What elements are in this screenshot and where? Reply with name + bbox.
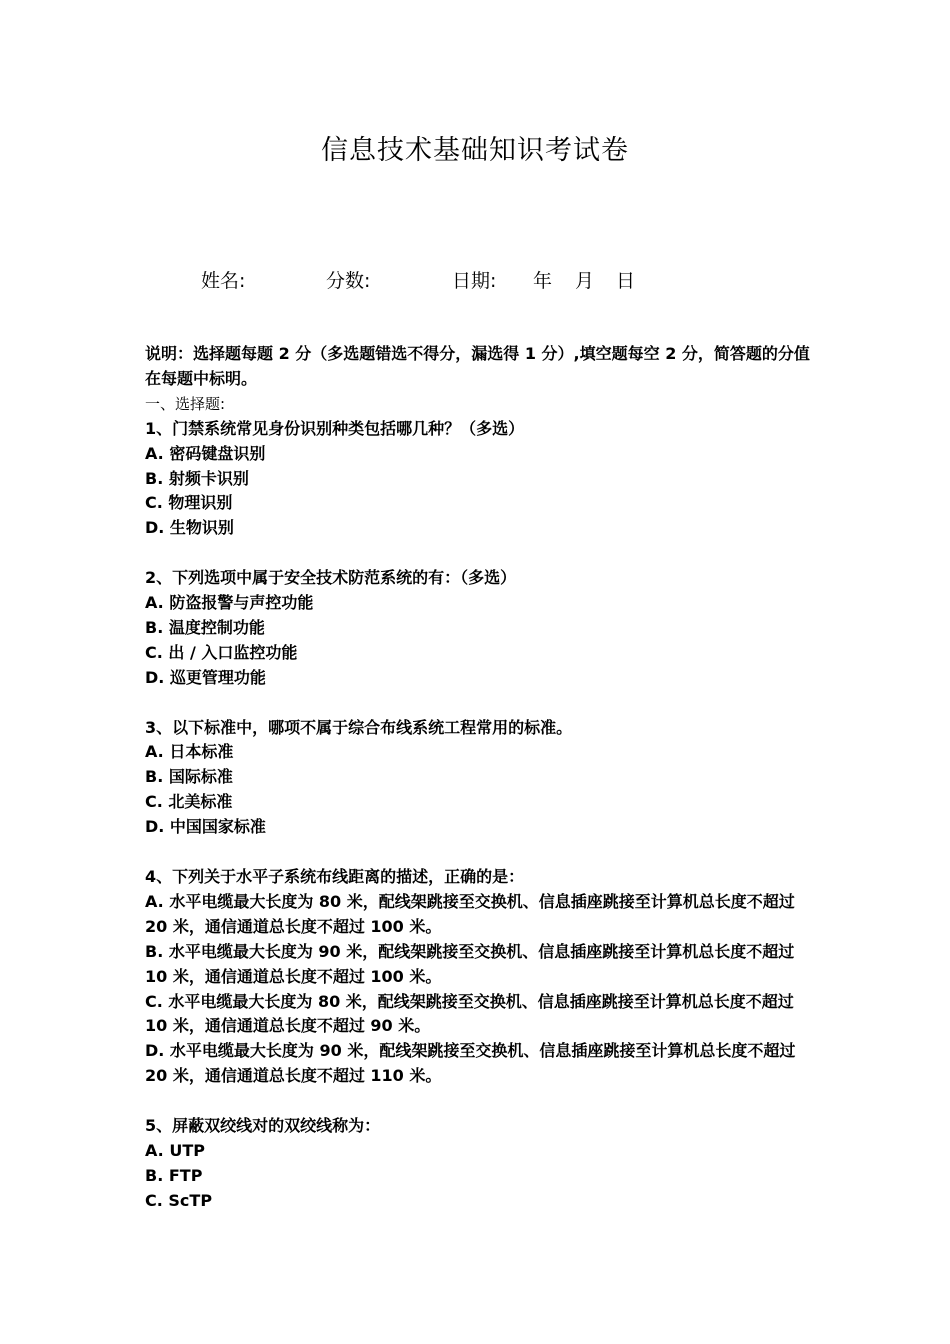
option-item: A. 密码键盘识别 (145, 443, 266, 463)
date-day-label: 日 (616, 270, 636, 292)
question-text: 2、下列选项中属于安全技术防范系统的有：（多选） (145, 568, 517, 588)
option-item: C. 物理识别 (145, 493, 233, 513)
question-text: 5、屏蔽双绞线对的双绞线称为： (145, 1116, 381, 1136)
option-item: D. 中国国家标准 (145, 817, 266, 837)
option-item: B. FTP (145, 1165, 203, 1185)
date-label: 日期: (452, 270, 497, 292)
score-label: 分数: (326, 270, 371, 292)
option-item: B. 水平电缆最大长度为 90 米，配线架跳接至交换机、信息插座跳接至计算机总长度不超过 10 米，通信通道总长度不超过 100 米。 (145, 941, 795, 986)
question-block (145, 865, 815, 1089)
option-item: A. 防盗报警与声控功能 (145, 593, 314, 613)
option-item: B. 国际标准 (145, 767, 233, 787)
question-block (145, 417, 815, 542)
option-item: A. UTP (145, 1140, 205, 1160)
option-item: A. 日本标准 (145, 742, 234, 762)
question-text: 3、以下标准中，哪项不属于综合布线系统工程常用的标准。 (145, 717, 573, 737)
exam-content (145, 342, 815, 1214)
question-text: 4、下列关于水平子系统布线距离的描述，正确的是： (145, 866, 525, 886)
option-item: D. 巡更管理功能 (145, 667, 266, 687)
student-info-line (0, 266, 950, 296)
page-title: 信息技术基础知识考试卷 (321, 135, 629, 166)
question-text: 1、门禁系统常见身份识别种类包括哪几种？（多选） (145, 418, 525, 438)
name-label: 姓名: (201, 270, 246, 292)
option-item: C. 出 / 入口监控功能 (145, 642, 298, 662)
date-year-label: 年 (533, 270, 553, 292)
question-block (145, 566, 815, 691)
option-item: C. 北美标准 (145, 792, 233, 812)
section-heading: 一、选择题: (145, 394, 226, 413)
instructions: 说明：选择题每题 2 分（多选题错选不得分，漏选得 1 分）,填空题每空 2 分，简答题的分值在每题中标明。 (145, 344, 810, 388)
option-item: C. ScTP (145, 1190, 213, 1210)
option-item: B. 射频卡识别 (145, 468, 249, 488)
option-item: B. 温度控制功能 (145, 617, 265, 637)
option-item: C. 水平电缆最大长度为 80 米，配线架跳接至交换机、信息插座跳接至计算机总长度不超过 10 米，通信通道总长度不超过 90 米。 (145, 991, 794, 1036)
question-block (145, 716, 815, 841)
date-month-label: 月 (575, 270, 595, 292)
question-block (145, 1114, 815, 1214)
option-item: D. 水平电缆最大长度为 90 米，配线架跳接至交换机、信息插座跳接至计算机总长度不超过 20 米，通信通道总长度不超过 110 米。 (145, 1041, 796, 1086)
option-item: A. 水平电缆最大长度为 80 米，配线架跳接至交换机、信息插座跳接至计算机总长度不超过 20 米，通信通道总长度不超过 100 米。 (145, 891, 795, 936)
option-item: D. 生物识别 (145, 518, 234, 538)
